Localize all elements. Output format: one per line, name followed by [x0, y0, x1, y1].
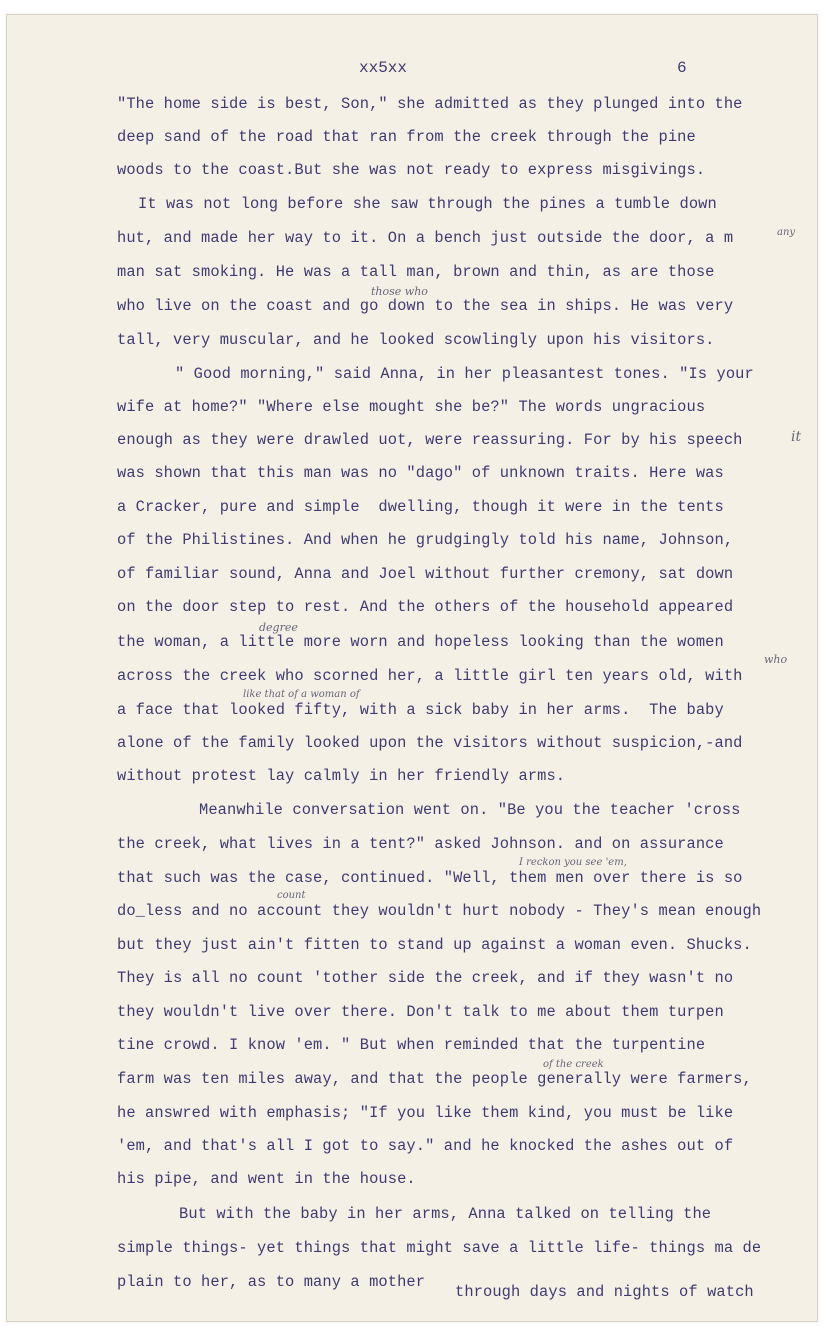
text-line: " Good morning," said Anna, in her pleasantest tones. "Is your	[175, 365, 754, 383]
text-line: across the creek who scorned her, a little girl ten years old, with	[117, 667, 743, 685]
text-line: It was not long before she saw through the pines a tumble down	[138, 195, 717, 213]
typewritten-page	[6, 14, 818, 1322]
text-line: They is all no count 'tother side the creek, and if they wasn't no	[117, 969, 734, 987]
text-line: of the Philistines. And when he grudgingly told his name, Johnson,	[117, 531, 734, 549]
text-line: his pipe, and went in the house.	[117, 1170, 416, 1188]
text-line: 'em, and that's all I got to say." and he knocked the ashes out of	[117, 1137, 734, 1155]
header-code: xx5xx	[359, 59, 408, 77]
text-line: a face that looked fifty, with a sick baby in her arms. The baby	[117, 701, 724, 719]
page-number: 6	[677, 59, 687, 77]
text-line: on the door step to rest. And the others of the household appeared	[117, 598, 734, 616]
text-line: do_less and no account they wouldn't hurt nobody - They's mean enough	[117, 902, 762, 920]
page-header	[7, 59, 817, 83]
text-line: they wouldn't live over there. Don't talk to me about them turpen	[117, 1003, 724, 1021]
text-line: the creek, what lives in a tent?" asked Johnson. and on assurance	[117, 835, 724, 853]
text-line: hut, and made her way to it. On a bench just outside the door, a m	[117, 229, 734, 247]
text-line: who live on the coast and go down to the sea in ships. He was very	[117, 297, 734, 315]
text-line: man sat smoking. He was a tall man, brown and thin, as are those	[117, 263, 715, 281]
text-line: But with the baby in her arms, Anna talked on telling the	[179, 1205, 712, 1223]
annotation: count	[277, 890, 306, 901]
text-line: tall, very muscular, and he looked scowlingly upon his visitors.	[117, 331, 715, 349]
text-line: enough as they were drawled uot, were reassuring. For by his speech	[117, 431, 743, 449]
text-line: tine crowd. I know 'em. " But when reminded that the turpentine	[117, 1036, 706, 1054]
text-line: he answred with emphasis; "If you like them kind, you must be like	[117, 1104, 734, 1122]
text-line: alone of the family looked upon the visitors without suspicion,-and	[117, 734, 743, 752]
text-line: of familiar sound, Anna and Joel without further cremony, sat down	[117, 565, 734, 583]
text-line: the woman, a little more worn and hopeless looking than the women	[117, 633, 724, 651]
text-line: without protest lay calmly in her friendly arms.	[117, 767, 566, 785]
text-line: Meanwhile conversation went on. "Be you the teacher 'cross	[199, 801, 741, 819]
text-line: was shown that this man was no "dago" of unknown traits. Here was	[117, 464, 724, 482]
text-line: "The home side is best, Son," she admitted as they plunged into the	[117, 95, 743, 113]
text-line: a Cracker, pure and simple dwelling, though it were in the tents	[117, 498, 724, 516]
annotation: any	[777, 227, 796, 238]
text-line: wife at home?" "Where else mought she be?" The words ungracious	[117, 398, 706, 416]
text-line: woods to the coast.But she was not ready to express misgivings.	[117, 161, 706, 179]
annotation: of the creek	[543, 1059, 604, 1070]
text-line: simple things- yet things that might save a little life- things ma de	[117, 1239, 762, 1257]
annotation: it	[791, 429, 802, 445]
annotation: like that of a woman of	[243, 689, 360, 700]
annotation: degree	[259, 621, 298, 634]
text-line: plain to her, as to many a mother	[117, 1273, 426, 1291]
text-line: deep sand of the road that ran from the creek through the pine	[117, 128, 696, 146]
annotation: I reckon you see 'em,	[519, 857, 627, 868]
text-line: but they just ain't fitten to stand up against a woman even. Shucks.	[117, 936, 752, 954]
annotation: who	[764, 653, 788, 666]
text-line: through days and nights of watch	[455, 1283, 754, 1301]
annotation: those who	[371, 285, 428, 298]
text-line: that such was the case, continued. "Well, them men over there is so	[117, 869, 743, 887]
text-line: farm was ten miles away, and that the people generally were farmers,	[117, 1070, 752, 1088]
